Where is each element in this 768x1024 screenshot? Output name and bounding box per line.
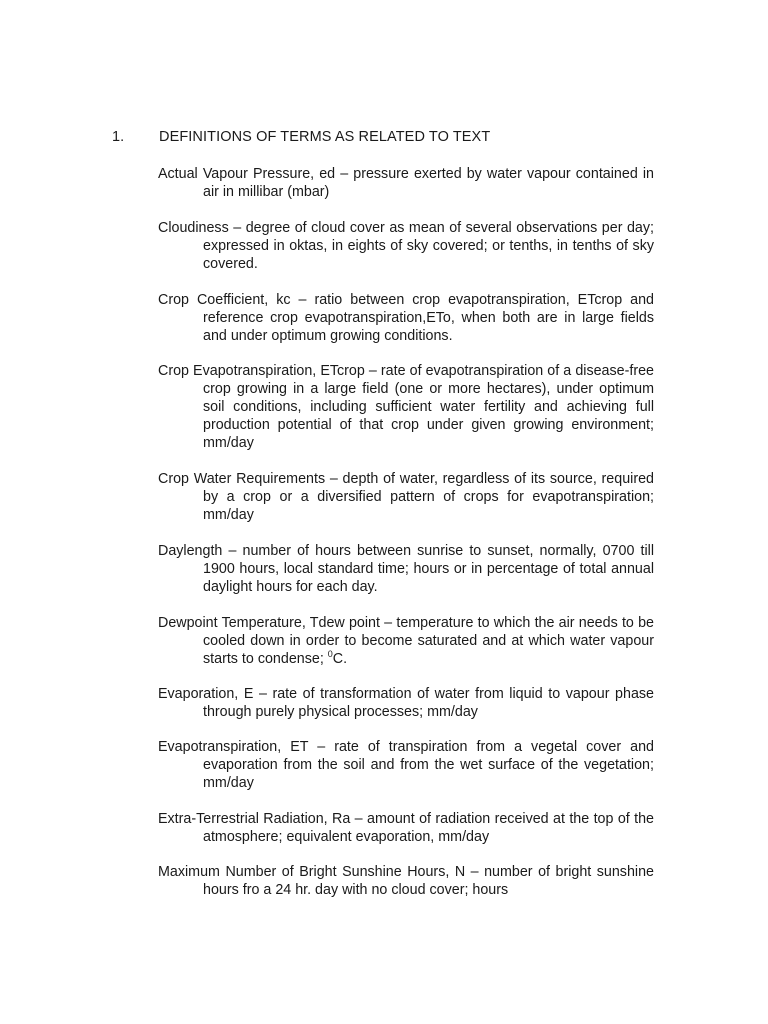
definition-cloudiness: Cloudiness – degree of cloud cover as mean of several observations per day; expressed in oktas, in eights of sky covered; or tenths, in tenths of sky covered.: [158, 220, 654, 272]
definitions-list: [158, 165, 654, 899]
definition-evaporation: Evaporation, E – rate of transformation of water from liquid to vapour phase through purely physical processes; mm/day: [158, 686, 654, 720]
section-title: DEFINITIONS OF TERMS AS RELATED TO TEXT: [159, 129, 491, 145]
definition-crop-water-requirements: Crop Water Requirements – depth of water, regardless of its source, required by a crop or a diversified pattern of crops for evapotranspiration; mm/day: [158, 471, 654, 523]
definition-evapotranspiration: Evapotranspiration, ET – rate of transpiration from a vegetal cover and evaporation from the soil and from the wet surface of the vegetation; mm/day: [158, 739, 654, 791]
definition-extra-terrestrial-radiation: Extra-Terrestrial Radiation, Ra – amount of radiation received at the top of the atmosphere; equivalent evaporation, mm/day: [158, 811, 654, 845]
section-number: 1.: [112, 129, 125, 145]
definition-crop-coefficient: Crop Coefficient, kc – ratio between crop evapotranspiration, ETcrop and reference crop evapotranspiration,ETo, when both are in large fields and under optimum growing conditions.: [158, 292, 654, 344]
definition-daylength: Daylength – number of hours between sunrise to sunset, normally, 0700 till 1900 hours, local standard time; hours or in percentage of total annual daylight hours for each day.: [158, 543, 654, 595]
definition-actual-vapour-pressure: Actual Vapour Pressure, ed – pressure exerted by water vapour contained in air in millibar (mbar): [158, 166, 654, 200]
degree-superscript: 0: [327, 649, 333, 659]
definition-max-bright-sunshine-hours: Maximum Number of Bright Sunshine Hours, N – number of bright sunshine hours fro a 24 hr. day with no cloud cover; hours: [158, 864, 654, 898]
definition-crop-evapotranspiration: Crop Evapotranspiration, ETcrop – rate of evapotranspiration of a disease-free crop growing in a large field (one or more hectares), under optimum soil conditions, including sufficient water fertility and achieving full production potential of that crop under given growing environment; mm/day: [158, 363, 654, 451]
definition-dewpoint-temperature: Dewpoint Temperature, Tdew point – temperature to which the air needs to be cooled down in order to become saturated and at which water vapour starts to condense; $^0$C.: [158, 615, 654, 667]
